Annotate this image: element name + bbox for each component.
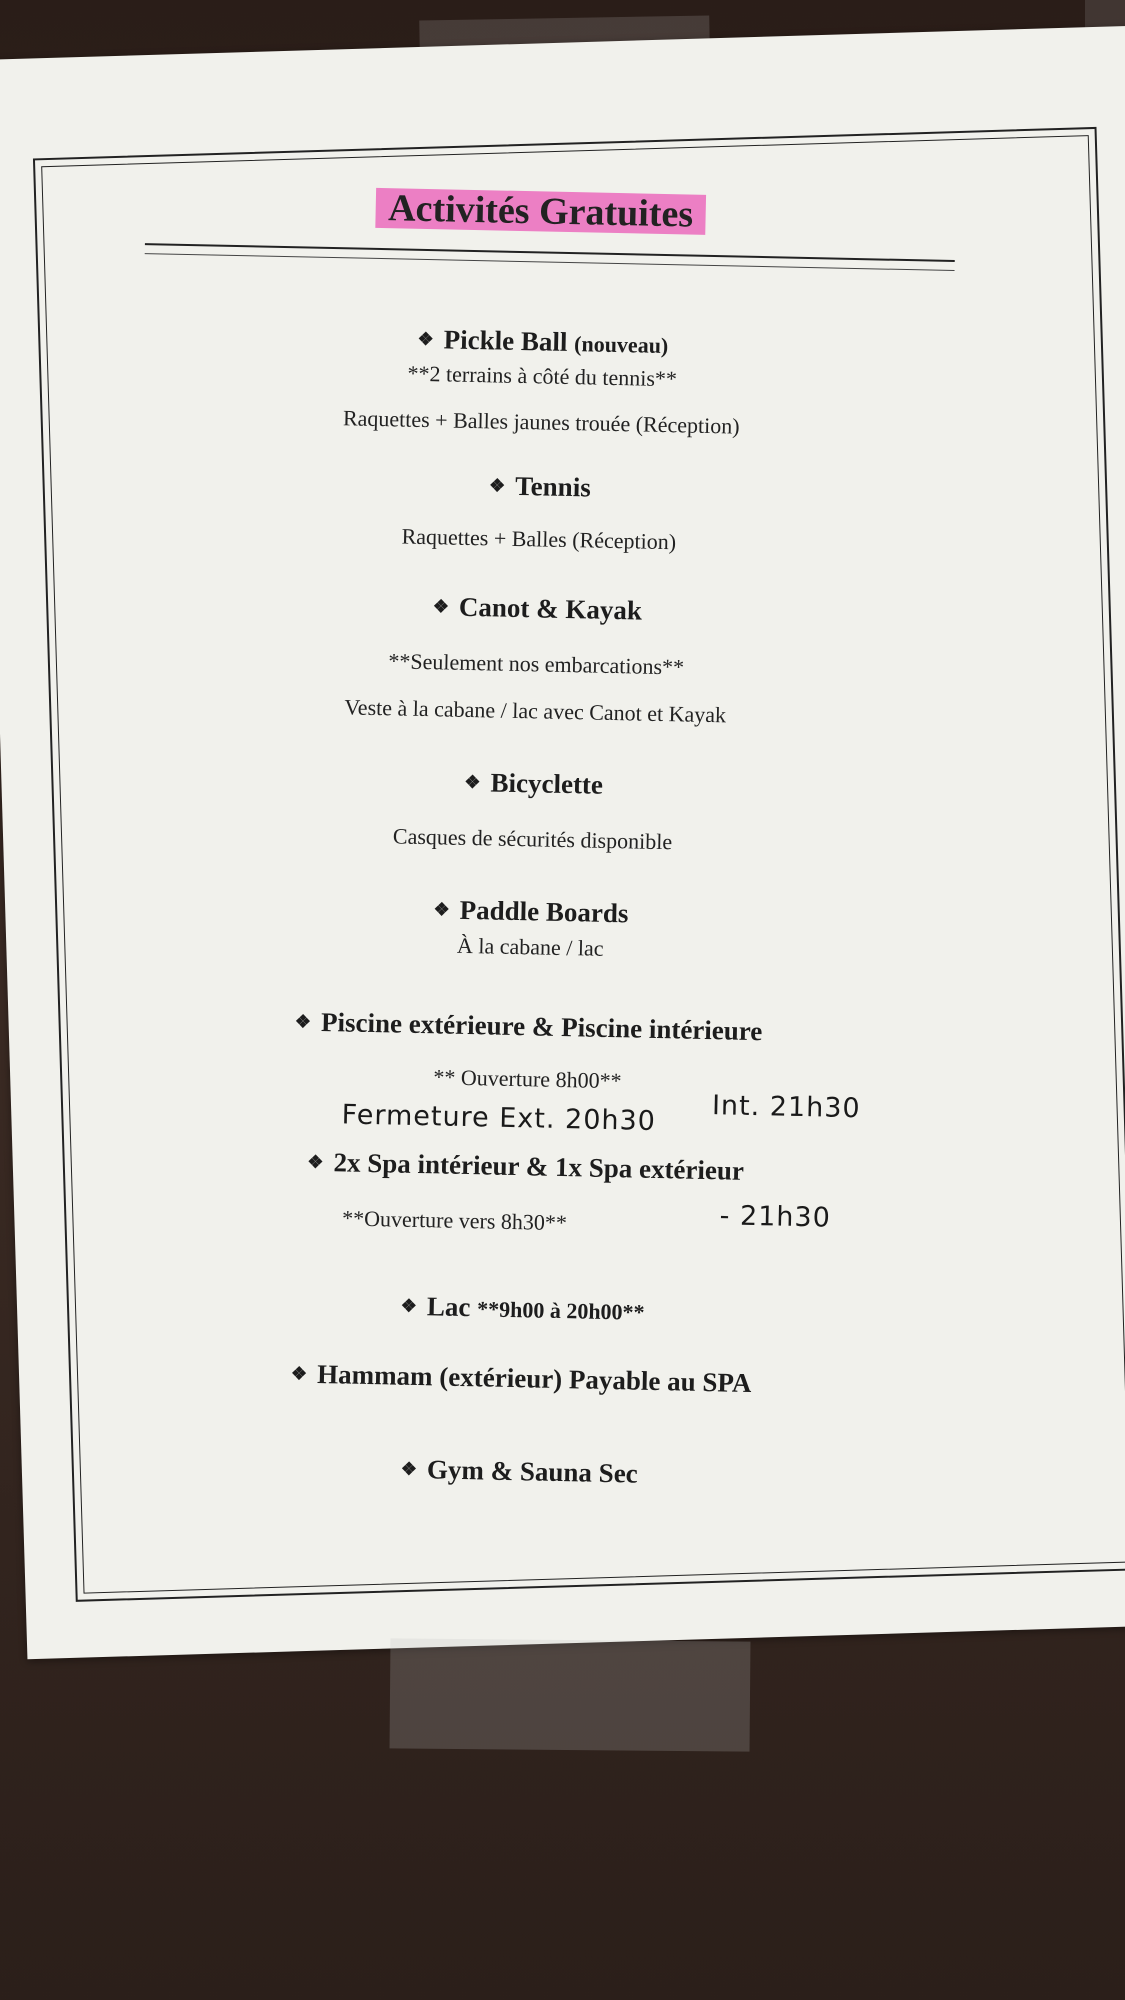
- diamond-bullet-icon: ❖: [433, 899, 450, 920]
- item-piscine-note: ** Ouverture 8h00**: [433, 1064, 622, 1094]
- tape-bottom: [390, 1638, 751, 1751]
- item-paddle-boards: ❖ Paddle Boards: [433, 894, 629, 929]
- item-piscine: ❖ Piscine extérieure & Piscine intérieure: [294, 1006, 763, 1047]
- item-paddle-boards-detail: À la cabane / lac: [456, 932, 604, 961]
- item-bicyclette: ❖ Bicyclette: [464, 767, 604, 800]
- diamond-bullet-icon: ❖: [417, 328, 434, 350]
- item-canot-kayak-detail: Veste à la cabane / lac avec Canot et Kayak: [344, 694, 727, 728]
- item-pickle-ball: ❖ Pickle Ball (nouveau): [417, 324, 669, 359]
- handwritten-interieur: Int. 21h30: [711, 1090, 861, 1125]
- diamond-bullet-icon: ❖: [294, 1011, 312, 1032]
- item-canot-kayak-note: **Seulement nos embarcations**: [388, 648, 685, 680]
- item-spa: ❖ 2x Spa intérieur & 1x Spa extérieur: [307, 1147, 745, 1186]
- diamond-bullet-icon: ❖: [432, 596, 450, 617]
- item-tennis: ❖ Tennis: [488, 470, 592, 503]
- diamond-bullet-icon: ❖: [400, 1458, 418, 1480]
- item-pickle-ball-note: **2 terrains à côté du tennis**: [407, 360, 678, 392]
- item-hammam: ❖ Hammam (extérieur) Payable au SPA: [290, 1358, 752, 1399]
- item-pickle-ball-detail: Raquettes + Balles jaunes trouée (Réception): [342, 405, 740, 439]
- page-title: Activités Gratuites: [375, 188, 706, 235]
- diamond-bullet-icon: ❖: [488, 475, 506, 496]
- item-tennis-detail: Raquettes + Balles (Réception): [401, 523, 677, 555]
- item-canot-kayak: ❖ Canot & Kayak: [432, 591, 643, 626]
- diamond-bullet-icon: ❖: [400, 1295, 418, 1317]
- item-lac: ❖ Lac **9h00 à 20h00**: [400, 1291, 645, 1325]
- handwritten-spa-closing: - 21h30: [719, 1200, 832, 1234]
- item-bicyclette-detail: Casques de sécurités disponible: [392, 823, 673, 855]
- item-gym-sauna: ❖ Gym & Sauna Sec: [400, 1454, 639, 1489]
- diamond-bullet-icon: ❖: [290, 1363, 308, 1384]
- diamond-bullet-icon: ❖: [464, 771, 481, 793]
- diamond-bullet-icon: ❖: [307, 1151, 324, 1173]
- handwritten-fermeture: Fermeture Ext. 20h30: [341, 1099, 657, 1137]
- item-spa-note: **Ouverture vers 8h30**: [341, 1205, 568, 1236]
